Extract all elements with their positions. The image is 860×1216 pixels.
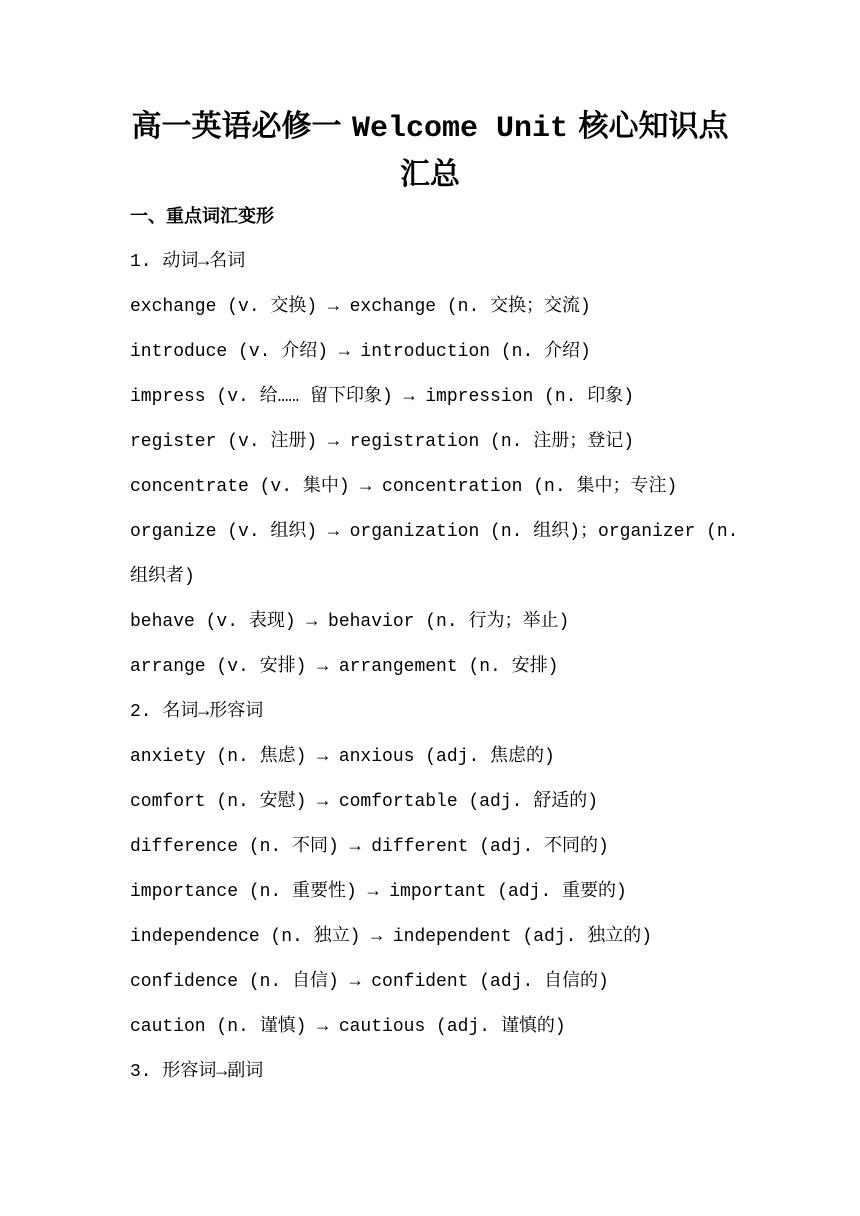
list-item-continuation: 组织者) bbox=[130, 567, 195, 587]
list-item: arrange (v. 安排) → arrangement (n. 安排) bbox=[130, 657, 559, 677]
title-part-3: 核心知识点 bbox=[568, 109, 729, 144]
list-item: register (v. 注册) → registration (n. 注册；登记) bbox=[130, 432, 635, 452]
list-item: introduce (v. 介绍) → introduction (n. 介绍) bbox=[130, 342, 591, 362]
document-title bbox=[100, 104, 760, 197]
list-item: impress (v. 给…… 留下印象) → impression (n. 印象) bbox=[130, 387, 635, 407]
list-item: behave (v. 表现) → behavior (n. 行为；举止) bbox=[130, 612, 570, 632]
title-part-2: Welcome Unit bbox=[351, 112, 569, 146]
list-item: independence (n. 独立) → independent (adj. 独立的) bbox=[130, 927, 653, 947]
list-item: caution (n. 谨慎) → cautious (adj. 谨慎的) bbox=[130, 1017, 566, 1037]
list-item: concentrate (v. 集中) → concentration (n. 集中；专注) bbox=[130, 477, 678, 497]
list-item: exchange (v. 交换) → exchange (n. 交换；交流) bbox=[130, 297, 591, 317]
list-item: confidence (n. 自信) → confident (adj. 自信的) bbox=[130, 972, 609, 992]
subheading-adjective-to-adverb: 3. 形容词→副词 bbox=[130, 1062, 264, 1082]
section-heading-vocabulary: 一、重点词汇变形 bbox=[130, 206, 274, 227]
list-item: difference (n. 不同) → different (adj. 不同的) bbox=[130, 837, 609, 857]
list-item: organize (v. 组织) → organization (n. 组织)；organizer (n. bbox=[130, 522, 739, 542]
title-line-2: 汇总 bbox=[400, 157, 460, 192]
list-item: importance (n. 重要性) → important (adj. 重要的) bbox=[130, 882, 627, 902]
subheading-noun-to-adjective: 2. 名词→形容词 bbox=[130, 702, 264, 722]
subheading-verb-to-noun: 1. 动词→名词 bbox=[130, 252, 246, 272]
list-item: comfort (n. 安慰) → comfortable (adj. 舒适的) bbox=[130, 792, 599, 812]
title-part-1: 高一英语必修一 bbox=[131, 109, 352, 144]
list-item: anxiety (n. 焦虑) → anxious (adj. 焦虑的) bbox=[130, 747, 555, 767]
